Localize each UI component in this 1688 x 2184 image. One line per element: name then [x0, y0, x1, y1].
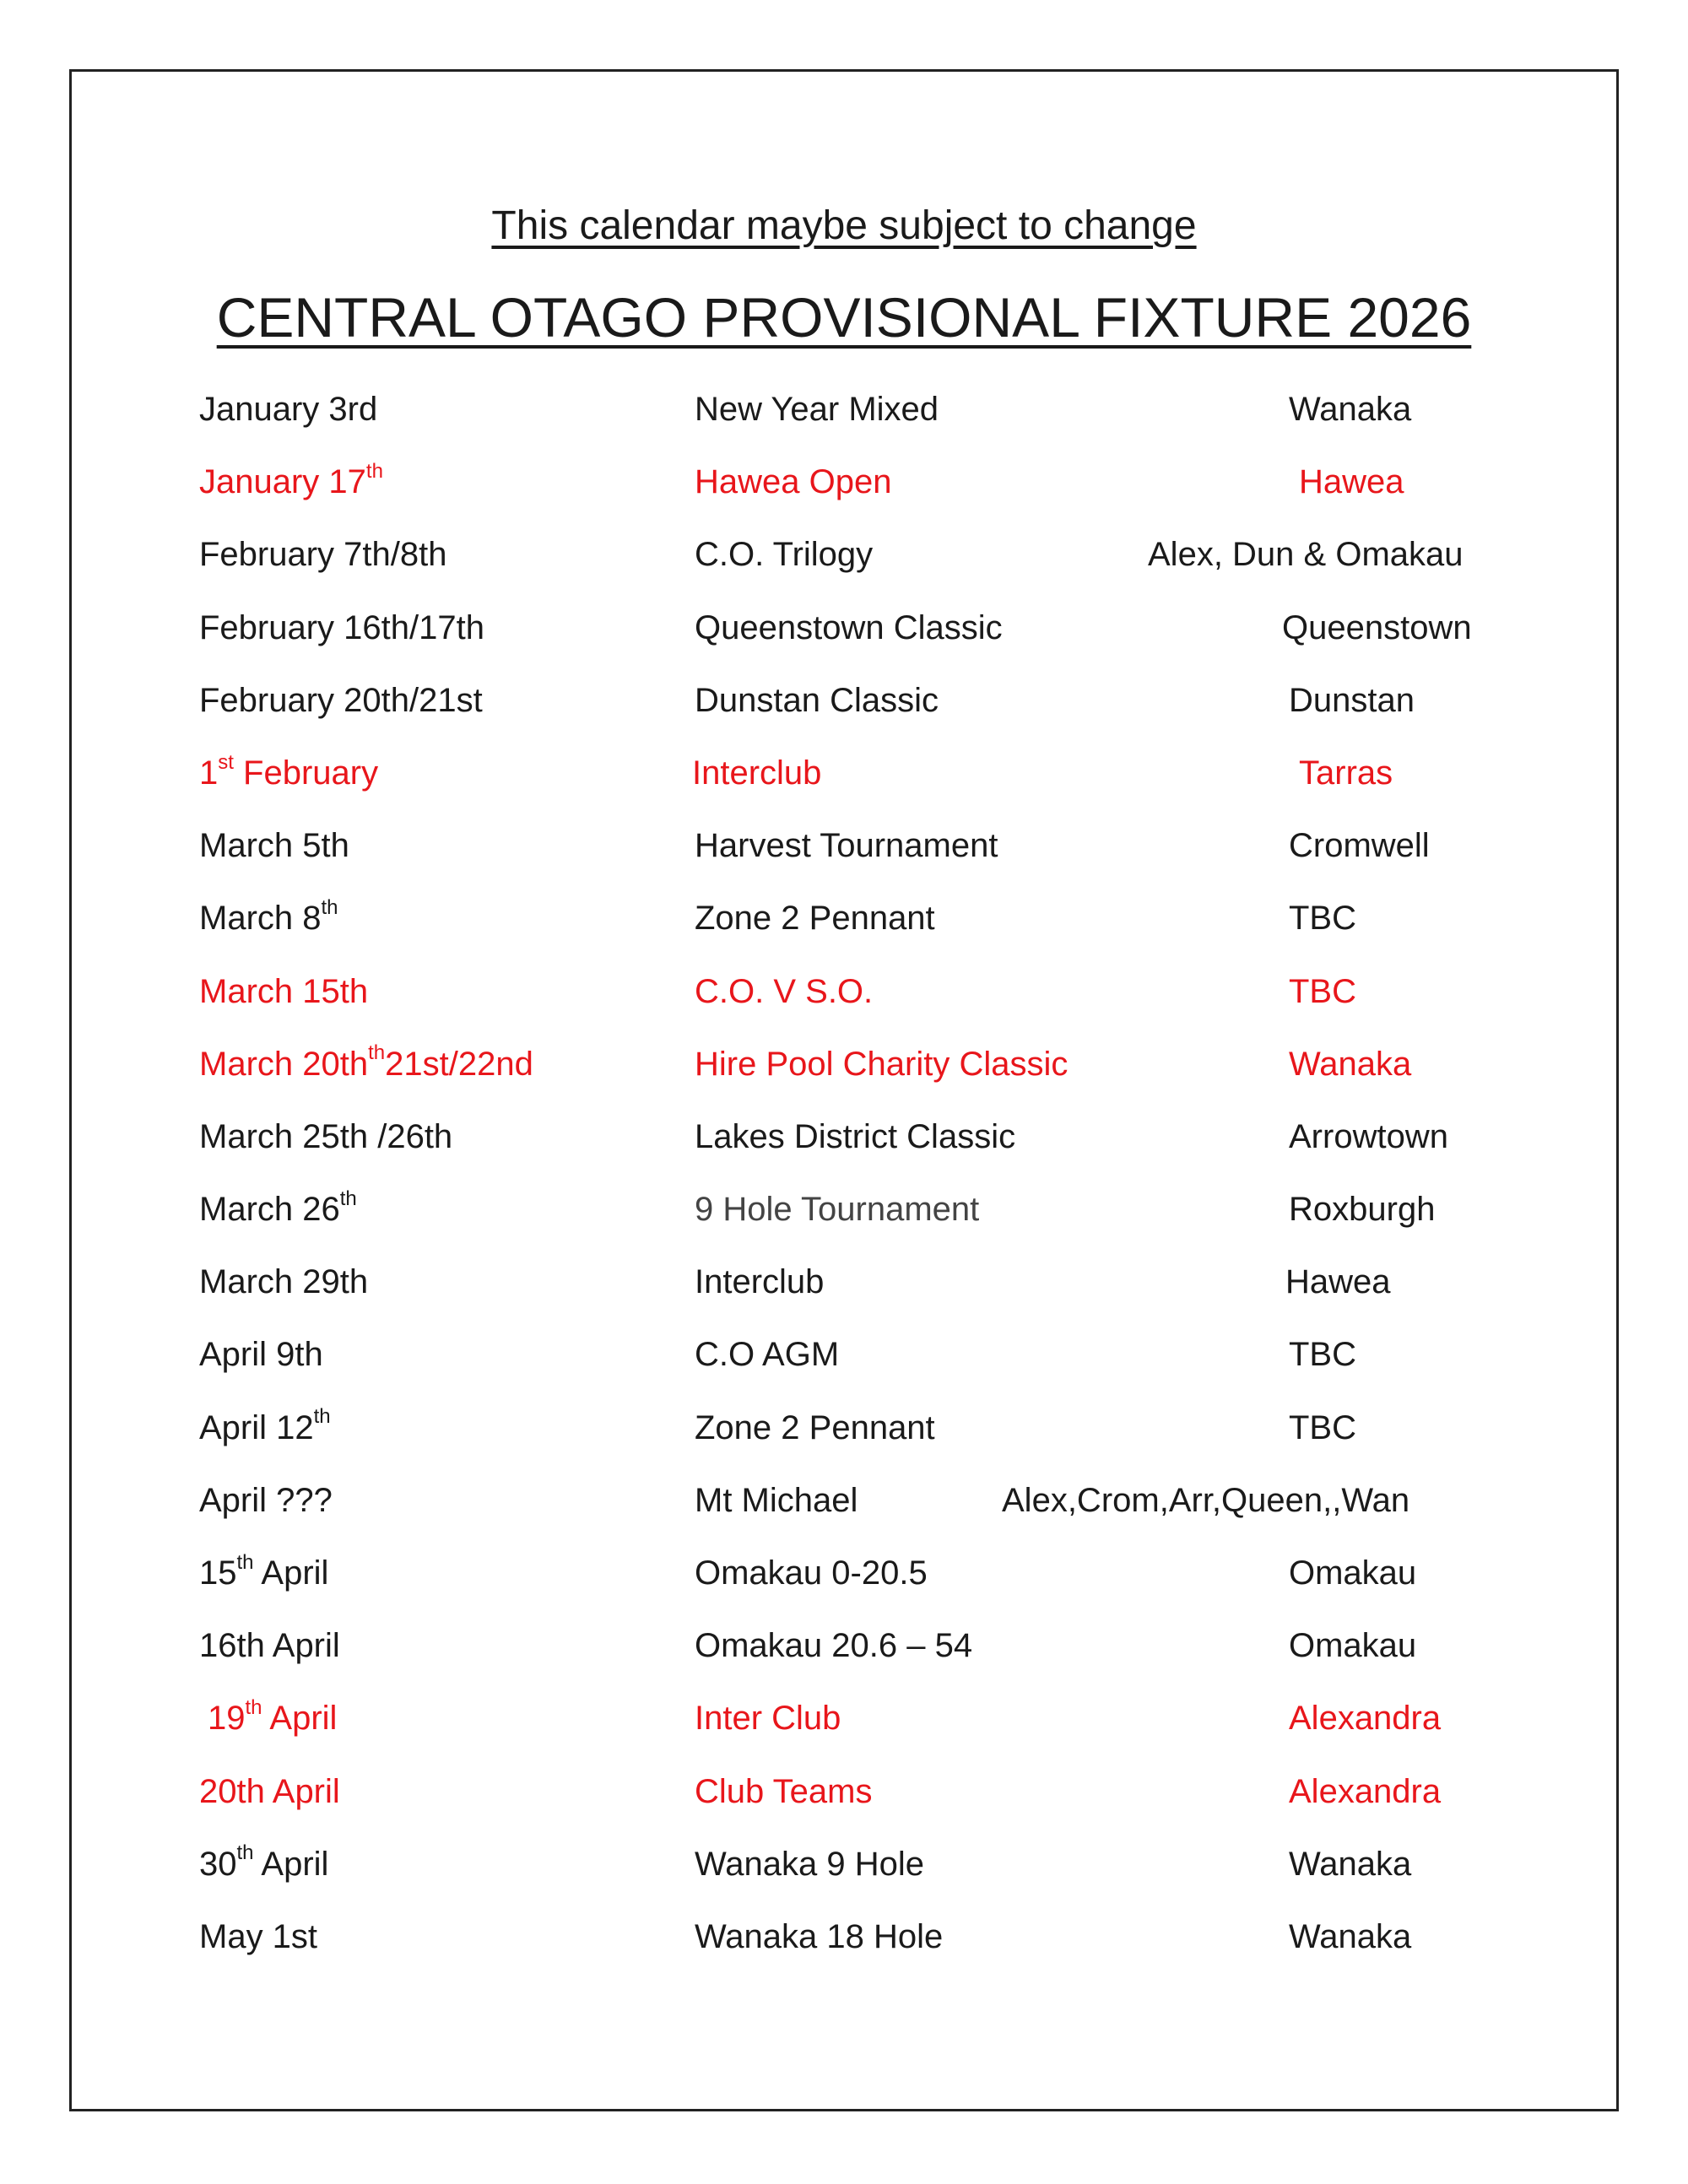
fixture-event: Harvest Tournament [695, 827, 998, 865]
fixture-event: C.O AGM [695, 1336, 840, 1374]
fixture-venue: Hawea [1299, 463, 1404, 501]
fixture-venue: Omakau [1289, 1627, 1417, 1665]
fixture-row [0, 1184, 1688, 1257]
fixture-venue: Alexandra [1289, 1772, 1442, 1810]
fixture-date-text: February 7th/8th [199, 536, 447, 574]
fixture-row [0, 384, 1688, 457]
fixture-date-text: February 20th/21st [199, 681, 483, 719]
fixture-row [0, 457, 1688, 529]
fixture-event: Hawea Open [695, 463, 892, 501]
fixture-list [0, 384, 1688, 1984]
fixture-date [199, 1766, 340, 1817]
fixture-row [0, 603, 1688, 675]
fixture-date [199, 675, 483, 726]
fixture-venue: Arrowtown [1289, 1117, 1448, 1155]
fixture-date [199, 748, 378, 798]
fixture-row [0, 1329, 1688, 1402]
fixture-date [199, 457, 383, 507]
fixture-event: Inter Club [695, 1700, 841, 1738]
fixture-date-text: April 9th [199, 1336, 323, 1374]
fixture-event: 9 Hole Tournament [695, 1191, 980, 1229]
fixture-date-text: March 8 [199, 900, 322, 938]
fixture-row [0, 1839, 1688, 1911]
fixture-date-text: 20th April [199, 1772, 340, 1810]
fixture-date [199, 384, 377, 435]
fixture-event: Hire Pool Charity Classic [695, 1045, 1069, 1083]
fixture-row [0, 675, 1688, 748]
fixture-row [0, 748, 1688, 820]
fixture-event: Queenstown Classic [695, 608, 1003, 646]
fixture-date-ordinal: th [236, 1841, 254, 1865]
fixture-event: Wanaka 9 Hole [695, 1845, 924, 1883]
fixture-date-text: March 15th [199, 972, 369, 1010]
fixture-date-ordinal: th [368, 1041, 386, 1065]
fixture-date-suffix: 21st/22nd [385, 1045, 533, 1083]
fixture-date-ordinal: th [313, 1405, 331, 1429]
fixture-date-text: March 20th [199, 1045, 369, 1083]
fixture-venue: Wanaka [1289, 1917, 1412, 1955]
fixture-date-text: 15 [199, 1554, 237, 1592]
fixture-venue: TBC [1289, 900, 1356, 938]
fixture-date [199, 1257, 368, 1307]
fixture-venue: Wanaka [1289, 1845, 1412, 1883]
fixture-venue: Wanaka [1289, 1045, 1412, 1083]
fixture-row [0, 1257, 1688, 1329]
fixture-date-ordinal: th [321, 895, 338, 919]
fixture-row [0, 1693, 1688, 1765]
fixture-date [199, 1911, 317, 1962]
fixture-date [199, 1039, 533, 1089]
fixture-venue: TBC [1289, 972, 1356, 1010]
fixture-event: Interclub [695, 1263, 825, 1301]
fixture-date [199, 1111, 452, 1162]
fixture-date [199, 893, 338, 943]
fixture-date-text: March 25th /26th [199, 1117, 453, 1155]
fixture-date-suffix: April [253, 1554, 329, 1592]
fixture-date [199, 1620, 340, 1671]
fixture-event: Mt Michael [695, 1481, 858, 1519]
fixture-date-ordinal: th [339, 1187, 357, 1210]
fixture-row [0, 1620, 1688, 1693]
fixture-venue: Hawea [1285, 1263, 1391, 1301]
fixture-date-ordinal: th [236, 1550, 254, 1574]
fixture-date-text: April 12 [199, 1408, 314, 1446]
fixture-row [0, 820, 1688, 893]
fixture-date-text: March 29th [199, 1263, 369, 1301]
fixture-date-text: February 16th/17th [199, 608, 484, 646]
fixture-venue: Alex, Dun & Omakau [1148, 536, 1463, 574]
fixture-row [0, 966, 1688, 1039]
fixture-row [0, 893, 1688, 965]
fixture-event: Wanaka 18 Hole [695, 1917, 944, 1955]
fixture-date [199, 1403, 331, 1453]
fixture-event: Zone 2 Pennant [695, 1408, 935, 1446]
fixture-row [0, 1111, 1688, 1184]
fixture-date [199, 820, 349, 871]
fixture-row [0, 529, 1688, 602]
change-notice: This calendar maybe subject to change [491, 203, 1197, 248]
fixture-row [0, 1039, 1688, 1111]
fixture-date-suffix: February [233, 754, 379, 792]
fixture-venue: Queenstown [1282, 608, 1472, 646]
page-title: CENTRAL OTAGO PROVISIONAL FIXTURE 2026 [216, 286, 1472, 349]
fixture-date [199, 1548, 328, 1598]
fixture-date-text: April ??? [199, 1481, 333, 1519]
fixture-date [199, 603, 484, 653]
fixture-date [199, 1184, 357, 1235]
fixture-event: Interclub [692, 754, 822, 792]
fixture-event: Club Teams [695, 1772, 873, 1810]
fixture-row [0, 1403, 1688, 1475]
fixture-date-text: January 17 [199, 463, 366, 501]
fixture-date-ordinal: st [218, 750, 234, 774]
fixture-event: Zone 2 Pennant [695, 900, 935, 938]
fixture-date-ordinal: th [365, 459, 383, 483]
fixture-date-text: January 3rd [199, 391, 378, 428]
fixture-venue: Alexandra [1289, 1700, 1442, 1738]
fixture-row [0, 1911, 1688, 1984]
fixture-venue: Roxburgh [1289, 1191, 1436, 1229]
fixture-date-text: 19 [208, 1700, 246, 1738]
fixture-venue: TBC [1289, 1408, 1356, 1446]
fixture-venue: Wanaka [1289, 391, 1412, 428]
fixture-date-suffix: April [253, 1845, 329, 1883]
fixture-event: Dunstan Classic [695, 681, 939, 719]
fixture-date-text: May 1st [199, 1917, 318, 1955]
fixture-event: Omakau 0-20.5 [695, 1554, 928, 1592]
fixture-row [0, 1548, 1688, 1620]
fixture-date [199, 529, 447, 580]
fixture-row [0, 1475, 1688, 1548]
fixture-date-text: March 5th [199, 827, 349, 865]
fixture-row [0, 1766, 1688, 1839]
fixture-date-text: 30 [199, 1845, 237, 1883]
fixture-venue: Omakau [1289, 1554, 1417, 1592]
fixture-venue: Alex,Crom,Arr,Queen,,Wan [1002, 1481, 1410, 1519]
fixture-event: Omakau 20.6 – 54 [695, 1627, 973, 1665]
fixture-date [199, 1475, 333, 1526]
fixture-venue: Tarras [1299, 754, 1393, 792]
fixture-date [199, 1329, 323, 1380]
fixture-date-text: 16th April [199, 1627, 340, 1665]
fixture-date [208, 1693, 337, 1743]
fixture-event: Lakes District Classic [695, 1117, 1016, 1155]
fixture-event: C.O. V S.O. [695, 972, 874, 1010]
fixture-date [199, 966, 368, 1017]
fixture-date [199, 1839, 328, 1889]
fixture-date-suffix: April [262, 1700, 338, 1738]
fixture-event: New Year Mixed [695, 391, 939, 428]
fixture-date-text: March 26 [199, 1191, 340, 1229]
fixture-date-ordinal: th [245, 1696, 262, 1720]
fixture-date-text: 1 [199, 754, 219, 792]
fixture-venue: Cromwell [1289, 827, 1430, 865]
fixture-event: C.O. Trilogy [695, 536, 874, 574]
fixture-venue: TBC [1289, 1336, 1356, 1374]
fixture-venue: Dunstan [1289, 681, 1415, 719]
